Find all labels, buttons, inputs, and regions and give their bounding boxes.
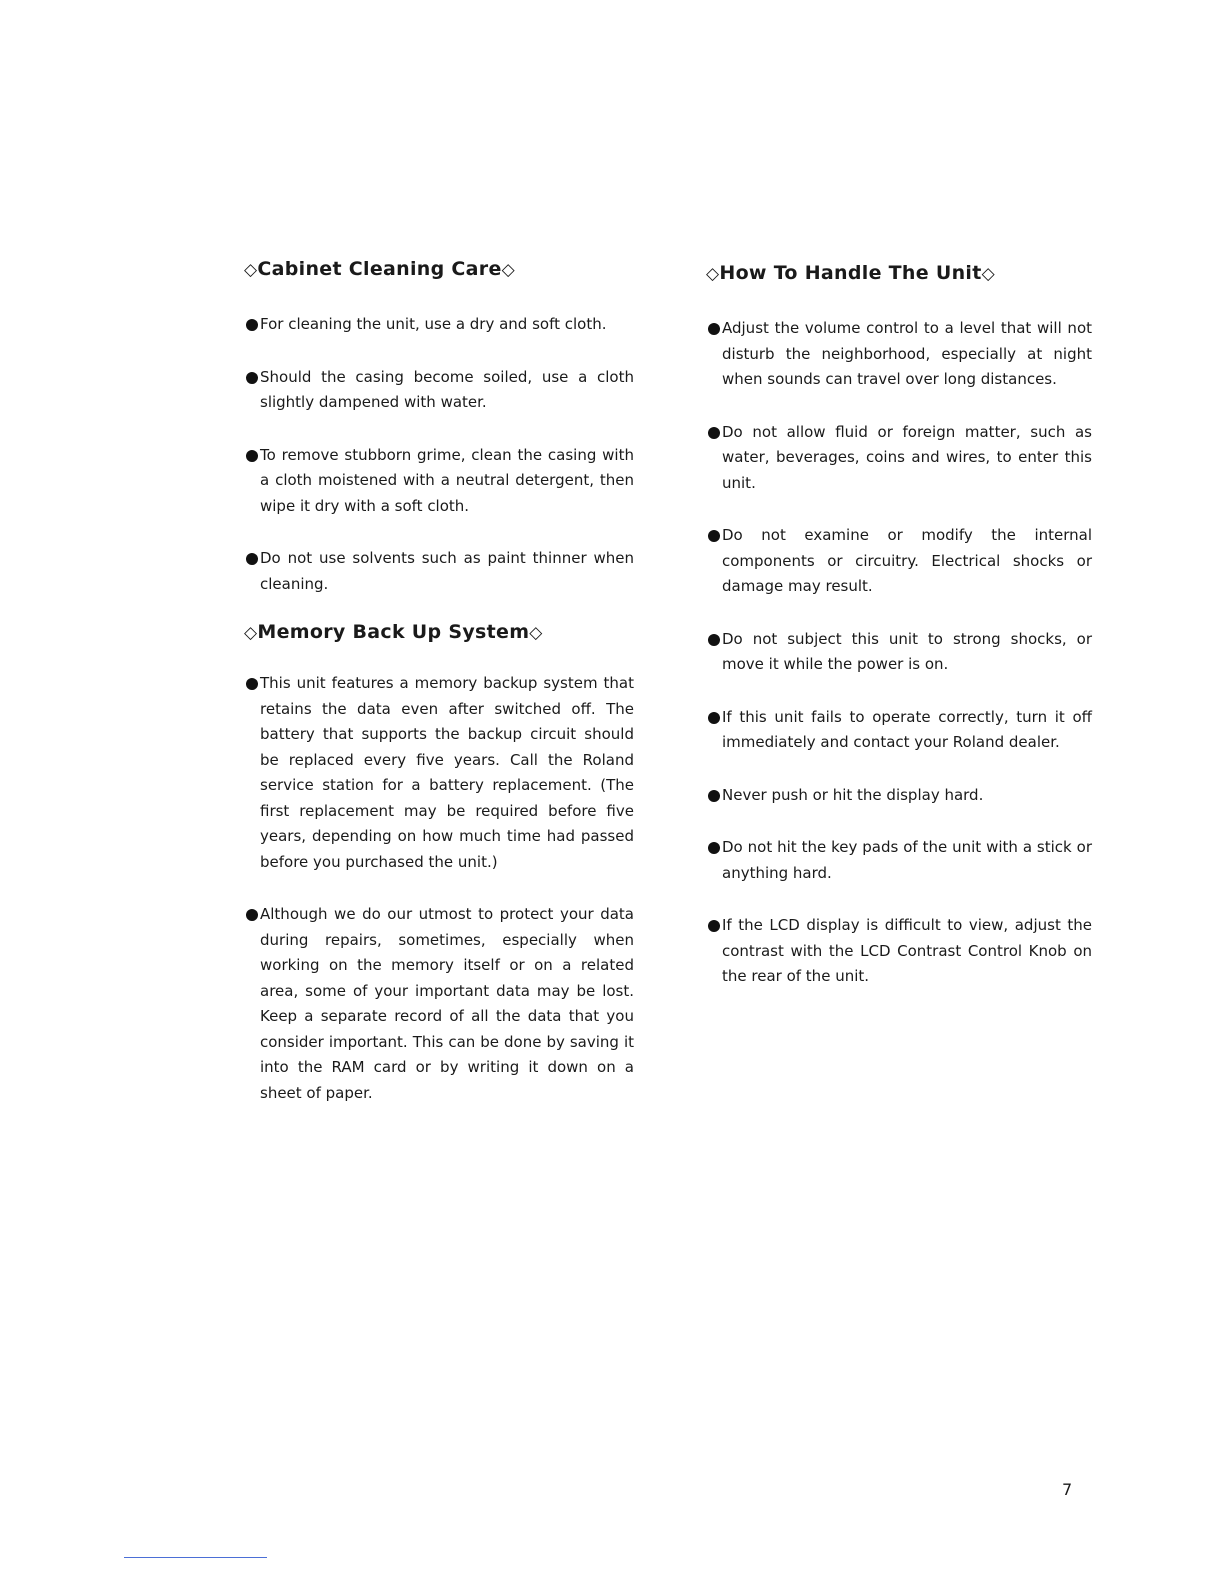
- bullet-icon: [246, 319, 258, 331]
- diamond-icon: ◇: [529, 623, 543, 643]
- cabinet-cleaning-title: Cabinet Cleaning Care: [257, 258, 502, 280]
- list-item-text: Never push or hit the display hard.: [722, 785, 984, 804]
- page-number: 7: [1062, 1480, 1073, 1499]
- diamond-icon: ◇: [244, 623, 258, 643]
- list-item-text: Do not subject this unit to strong shocks, or move it while the power is on.: [722, 629, 1092, 673]
- list-item-text: Do not allow fluid or foreign matter, such as water, beverages, coins and wires, to enter this unit.: [722, 422, 1092, 492]
- bullet-icon: [708, 842, 720, 854]
- memory-backup-title: Memory Back Up System: [257, 621, 530, 643]
- diamond-icon: ◇: [981, 264, 995, 284]
- right-column: [706, 260, 1092, 990]
- footer-rule: [124, 1557, 267, 1558]
- bullet-icon: [708, 712, 720, 724]
- list-item-text: Do not examine or modify the internal components or circuitry. Electrical shocks or damage may result.: [722, 526, 1092, 595]
- list-item-text: Should the casing become soiled, use a cloth slightly dampened with water.: [260, 367, 634, 411]
- list-item-text: Do not use solvents such as paint thinner when cleaning.: [260, 549, 634, 593]
- list-item: [706, 835, 1092, 886]
- handle-unit-title: How To Handle The Unit: [719, 262, 982, 284]
- list-item-text: Although we do our utmost to protect your data during repairs, sometimes, especially when working on the memory itself or on a related area, some of your important data may be lost. Keep a separate record of all the data that you consider important. This can be done by saving it into the RAM card or by writing it down on a sheet of paper.: [260, 905, 634, 1102]
- bullet-icon: [708, 634, 720, 646]
- list-item-text: If the LCD display is difficult to view, adjust the contrast with the LCD Contrast Control Knob on the rear of the unit.: [722, 916, 1092, 985]
- list-item-text: If this unit fails to operate correctly, turn it off immediately and contact your Roland dealer.: [722, 707, 1092, 751]
- bullet-icon: [708, 427, 720, 439]
- list-item: [706, 783, 1092, 809]
- list-item: [706, 420, 1092, 497]
- list-item-text: Do not hit the key pads of the unit with a stick or anything hard.: [722, 838, 1092, 882]
- list-item-text: This unit features a memory backup system that retains the data even after switched off. The battery that supports the backup circuit should be replaced every five years. Call the Roland service station for a battery replacement. (The first replacement may be required before five years, depending on how much time had passed before you purchased the unit.): [260, 674, 634, 871]
- list-item: [244, 312, 634, 338]
- bullet-icon: [708, 920, 720, 932]
- bullet-icon: [246, 678, 258, 690]
- handle-unit-heading: [706, 260, 1092, 290]
- list-item: [244, 671, 634, 875]
- bullet-icon: [708, 323, 720, 335]
- bullet-icon: [708, 530, 720, 542]
- list-item: [244, 902, 634, 1106]
- bullet-icon: [708, 790, 720, 802]
- cabinet-cleaning-heading: [244, 256, 634, 286]
- bullet-icon: [246, 372, 258, 384]
- memory-backup-heading: [244, 619, 634, 649]
- list-item: [706, 705, 1092, 756]
- list-item: [706, 627, 1092, 678]
- diamond-icon: ◇: [244, 260, 258, 280]
- bullet-icon: [246, 450, 258, 462]
- list-item-text: To remove stubborn grime, clean the casing with a cloth moistened with a neutral detergent, then wipe it dry with a soft cloth.: [260, 445, 634, 515]
- list-item: [706, 316, 1092, 393]
- list-item: [706, 913, 1092, 990]
- list-item: [706, 523, 1092, 600]
- diamond-icon: ◇: [706, 264, 720, 284]
- bullet-icon: [246, 909, 258, 921]
- list-item-text: For cleaning the unit, use a dry and soft cloth.: [260, 315, 607, 333]
- diamond-icon: ◇: [501, 260, 516, 280]
- list-item-text: Adjust the volume control to a level that will not disturb the neighborhood, especially at night when sounds can travel over long distances.: [722, 319, 1092, 388]
- list-item: [244, 546, 634, 597]
- left-column: [244, 256, 634, 1106]
- bullet-icon: [246, 553, 258, 565]
- list-item: [244, 443, 634, 520]
- list-item: [244, 365, 634, 416]
